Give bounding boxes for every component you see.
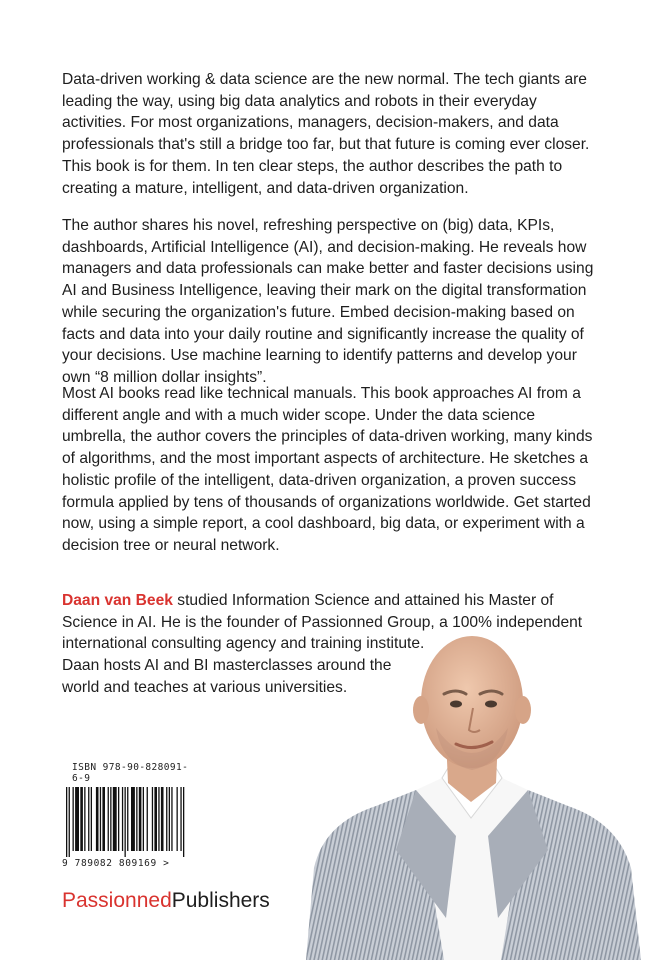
description-paragraph-2: The author shares his novel, refreshing perspective on (big) data, KPIs, dashboards, Artificial Intelligence (AI), and decision-making. He reveals how managers and data professionals can make better and faster decisions using AI and Business Intelligence, leaving their mark on the digital transformation while securing the organization's future. Embed decision-making based on facts and data into your daily routine and significantly increase the quality of your decisions. Use machine learning to identify patterns and develop your own “8 million dollar insights”. (62, 217, 594, 386)
isbn-label: ISBN 978-90-828091-6-9 (72, 762, 189, 784)
author-bio-text: studied Information Science and attained his Master of Science in AI. He is the founder of Passionned Group, a 100% independent international consulting agency and training institute. (62, 592, 583, 653)
description-paragraph-1: Data-driven working & data science are the new normal. The tech giants are leading the way, using big data analytics and robots in their everyday activities. For most organizations, managers, decision-makers, and data professionals that's still a bridge too far, but that future is coming ever closer. This book is for them. In ten clear steps, the author describes the path to creating a mature, intelligent, and data-driven organization. (62, 71, 590, 197)
author-bio-extra: Daan hosts AI and BI masterclasses around the world and teaches at various universities. (62, 657, 392, 696)
author-name: Daan van Beek (62, 592, 173, 609)
publisher-logo (62, 888, 270, 914)
isbn-barcode-block (62, 762, 190, 869)
author-portrait (296, 618, 646, 960)
description-paragraph-3: Most AI books read like technical manuals. This book approaches AI from a different angle and with a much wider scope. Under the data science umbrella, the author covers the principles of data-driven working, many kinds of algorithms, and the most important aspects of architecture. He sketches a holistic profile of the intelligent, data-driven organization, a proven success formula applied by tens of thousands of organizations worldwide. Get started now, using a simple report, a cool dashboard, big data, or experiment with a decision tree or neural network. (62, 385, 593, 554)
barcode-icon (62, 787, 190, 857)
publisher-logo-part-a: Passionned (62, 889, 172, 912)
publisher-logo-part-b: Publishers (171, 889, 270, 912)
barcode-digits: 9 789082 809169 > (62, 858, 170, 869)
